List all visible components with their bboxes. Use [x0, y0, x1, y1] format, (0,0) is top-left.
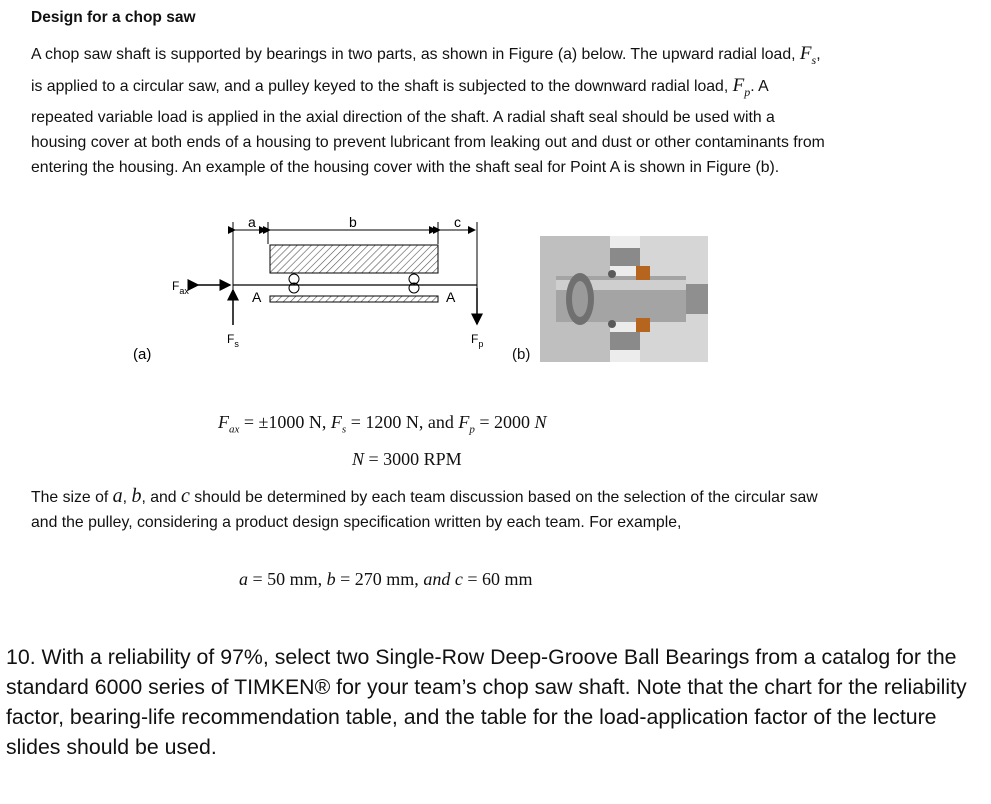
- intro-text-2: , is applied to a circular saw, and a pulley keyed to the shaft is subjected to the downward radial load,: [31, 46, 821, 95]
- fax-label: $F_{ax}$: [172, 279, 189, 296]
- loads-equation: $F_{ax} = \pm 1000$ N, $F_s = 1200$ N, and $F_p = 2000$ N: [218, 412, 547, 436]
- dim-b-label: b: [349, 214, 357, 230]
- example-equation: a = 50 mm, b = 270 mm, and c = 60 mm: [239, 569, 533, 589]
- intro-text-1: A chop saw shaft is supported by bearings in two parts, as shown in Figure (a) below. The upward radial load,: [31, 46, 800, 63]
- fs-label: $F_s$: [227, 332, 239, 349]
- point-a-right: A: [446, 289, 456, 305]
- intro-paragraph: [31, 41, 831, 180]
- figure-a-caption: (a): [133, 346, 152, 363]
- figure-a-diagram: [120, 210, 520, 370]
- shaft-lower: [270, 296, 438, 302]
- dim-c-label: c: [454, 214, 461, 230]
- page-title: Design for a chop saw: [31, 9, 196, 26]
- question-10: 10. With a reliability of 97%, select two Single-Row Deep-Groove Ball Bearings from a catalog for the standard 6000 series of TIMKEN® for your team’s chop saw shaft. Note that the chart for the reliability factor, bearing-life recommendation table, and the table for the load-application factor of the lecture slides should be used.: [6, 645, 967, 759]
- intro-text-3: . A repeated variable load is applied in the axial direction of the shaft. A radial shaft seal should be used with a housing cover at both ends of a housing to prevent lubricant from leaking out and dust or other contaminants from entering the housing. An example of the housing cover with the shaft seal for Point A is shown in Figure (b).: [31, 77, 825, 176]
- speed-equation: N = 3000 RPM: [352, 449, 462, 469]
- housing-seal-illustration: [540, 236, 708, 362]
- dim-a-label: a: [248, 214, 256, 230]
- point-a-left: A: [252, 289, 262, 305]
- housing: [270, 245, 438, 273]
- fs-symbol: $F_s$: [799, 43, 817, 67]
- fp-symbol: $F_p$: [732, 74, 751, 99]
- housing-seal-photo: [540, 236, 708, 362]
- sizes-paragraph: The size of a, b, and c should be determined by each team discussion based on the selection of the circular saw and the pulley, considering a product design specification written by each team. For example,: [31, 485, 818, 531]
- figure-b-caption: (b): [512, 346, 531, 363]
- fp-label: $F_p$: [471, 332, 484, 349]
